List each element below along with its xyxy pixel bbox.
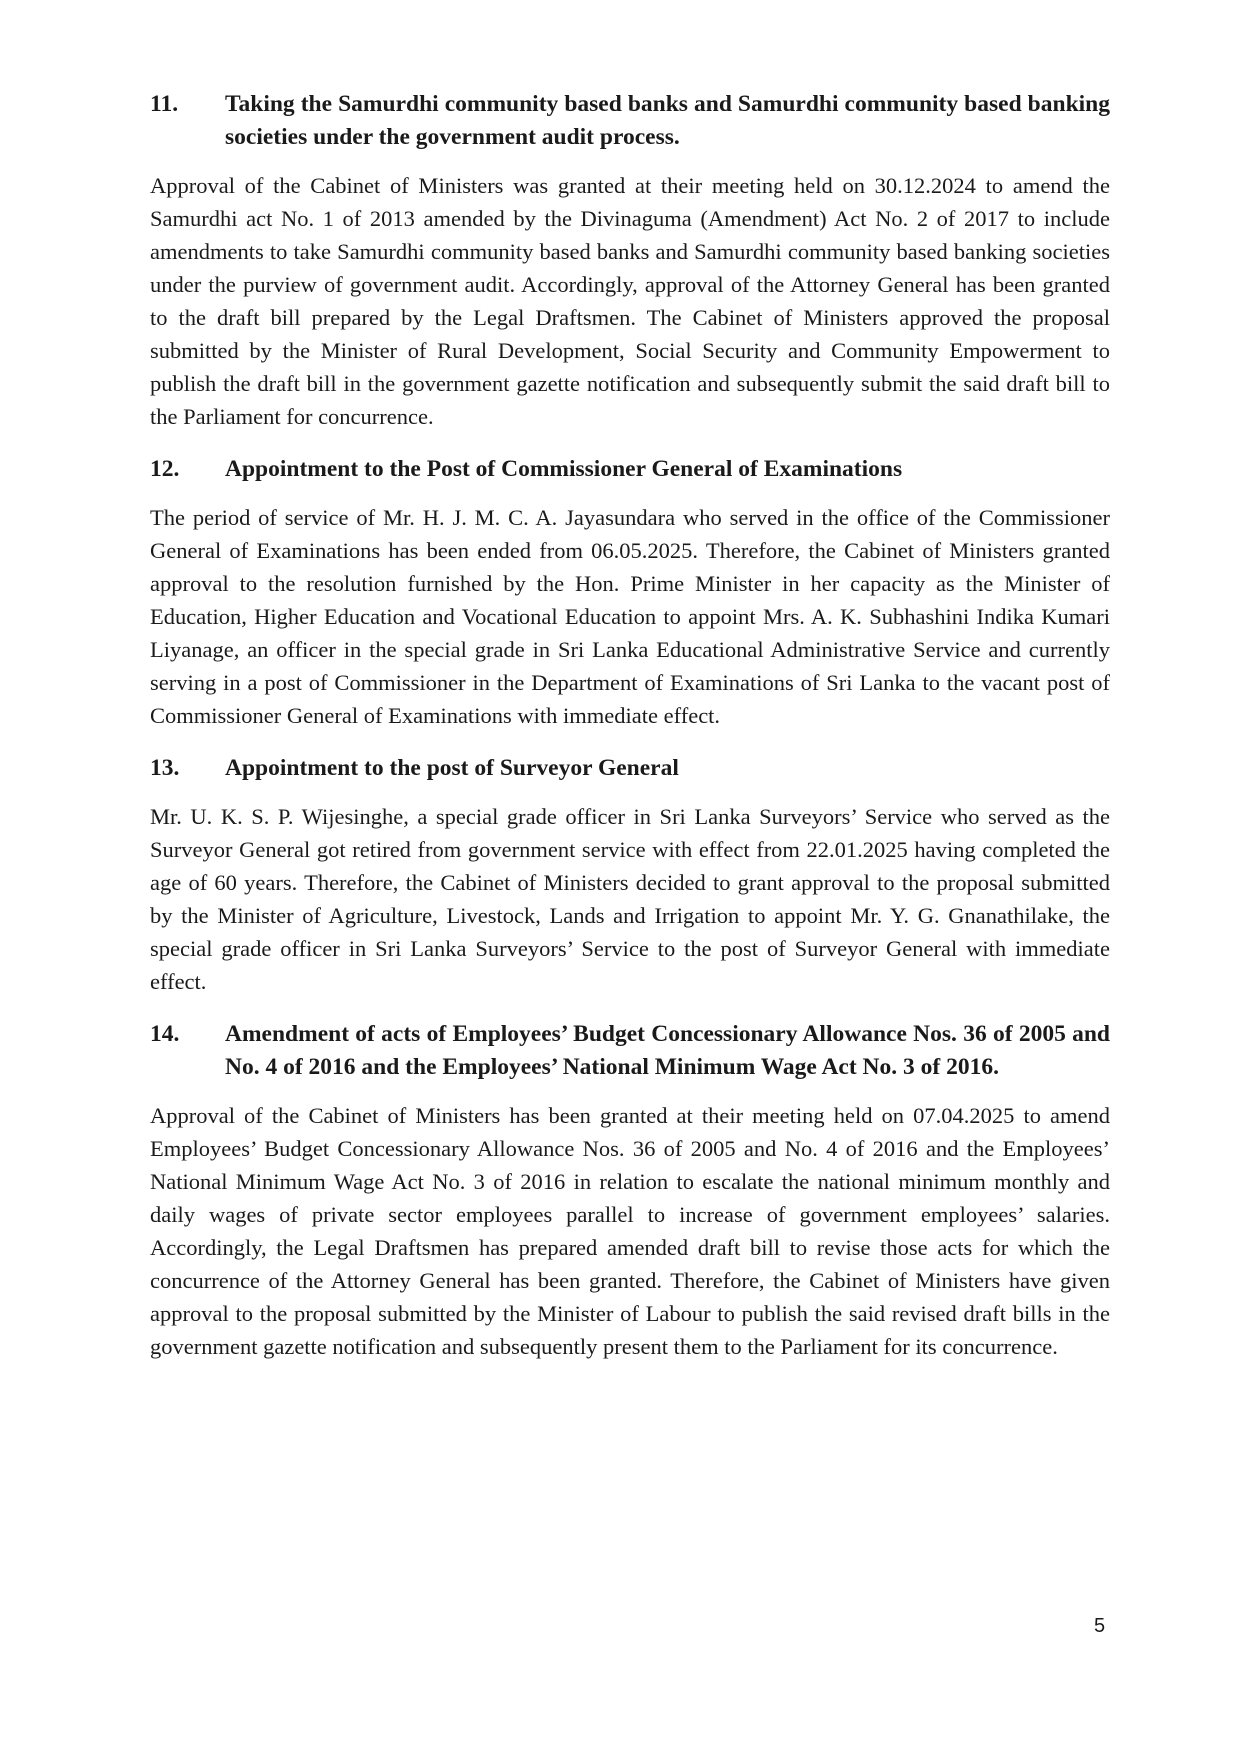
section-number: 14.	[150, 1021, 180, 1047]
section-body: Approval of the Cabinet of Ministers was granted at their meeting held on 30.12.2024 to amend the Samurdhi act No. 1 of 2013 amended by the Divinaguma (Amendment) Act No. 2 of 2017 to include amendments to take Samurdhi community based banks and Samurdhi community based banking societies under the purview of government audit. Accordingly, approval of the Attorney General has been granted to the draft bill prepared by the Legal Draftsmen. The Cabinet of Ministers approved the proposal submitted by the Minister of Rural Development, Social Security and Community Empowerment to publish the draft bill in the government gazette notification and subsequently submit the said draft bill to the Parliament for concurrence.	[150, 173, 1110, 429]
section-body: Mr. U. K. S. P. Wijesinghe, a special grade officer in Sri Lanka Surveyors’ Service who served as the Surveyor General got retired from government service with effect from 22.01.2025 having completed the age of 60 years. Therefore, the Cabinet of Ministers decided to grant approval to the proposal submitted by the Minister of Agriculture, Livestock, Lands and Irrigation to appoint Mr. Y. G. Gnanathilake, the special grade officer in Sri Lanka Surveyors’ Service to the post of Surveyor General with immediate effect.	[150, 804, 1110, 994]
section-heading	[150, 1018, 1110, 1084]
document-page	[150, 88, 1110, 1383]
section-12	[150, 453, 1110, 732]
section-title: Amendment of acts of Employees’ Budget Concessionary Allowance Nos. 36 of 2005 and No. 4 of 2016 and the Employees’ National Minimum Wage Act No. 3 of 2016.	[225, 1021, 1110, 1080]
page-number: 5	[1094, 1615, 1106, 1637]
section-heading	[150, 453, 1110, 486]
section-number: 12.	[150, 456, 180, 482]
section-14	[150, 1018, 1110, 1363]
section-number: 13.	[150, 755, 180, 781]
section-11	[150, 88, 1110, 433]
section-heading	[150, 752, 1110, 785]
section-heading	[150, 88, 1110, 154]
section-number: 11.	[150, 91, 179, 117]
section-title: Appointment to the Post of Commissioner General of Examinations	[225, 456, 903, 482]
section-body: The period of service of Mr. H. J. M. C. A. Jayasundara who served in the office of the Commissioner General of Examinations has been ended from 06.05.2025. Therefore, the Cabinet of Ministers granted approval to the resolution furnished by the Hon. Prime Minister in her capacity as the Minister of Education, Higher Education and Vocational Education to appoint Mrs. A. K. Subhashini Indika Kumari Liyanage, an officer in the special grade in Sri Lanka Educational Administrative Service and currently serving in a post of Commissioner in the Department of Examinations of Sri Lanka to the vacant post of Commissioner General of Examinations with immediate effect.	[150, 505, 1110, 728]
section-body: Approval of the Cabinet of Ministers has been granted at their meeting held on 07.04.2025 to amend Employees’ Budget Concessionary Allowance Nos. 36 of 2005 and No. 4 of 2016 and the Employees’ National Minimum Wage Act No. 3 of 2016 in relation to escalate the national minimum monthly and daily wages of private sector employees parallel to increase of government employees’ salaries. Accordingly, the Legal Draftsmen has prepared amended draft bill to revise those acts for which the concurrence of the Attorney General has been granted. Therefore, the Cabinet of Ministers have given approval to the proposal submitted by the Minister of Labour to publish the said revised draft bills in the government gazette notification and subsequently present them to the Parliament for its concurrence.	[150, 1103, 1110, 1359]
section-title: Appointment to the post of Surveyor General	[225, 755, 679, 781]
section-title: Taking the Samurdhi community based banks and Samurdhi community based banking societies under the government audit process.	[225, 91, 1110, 150]
section-13	[150, 752, 1110, 998]
